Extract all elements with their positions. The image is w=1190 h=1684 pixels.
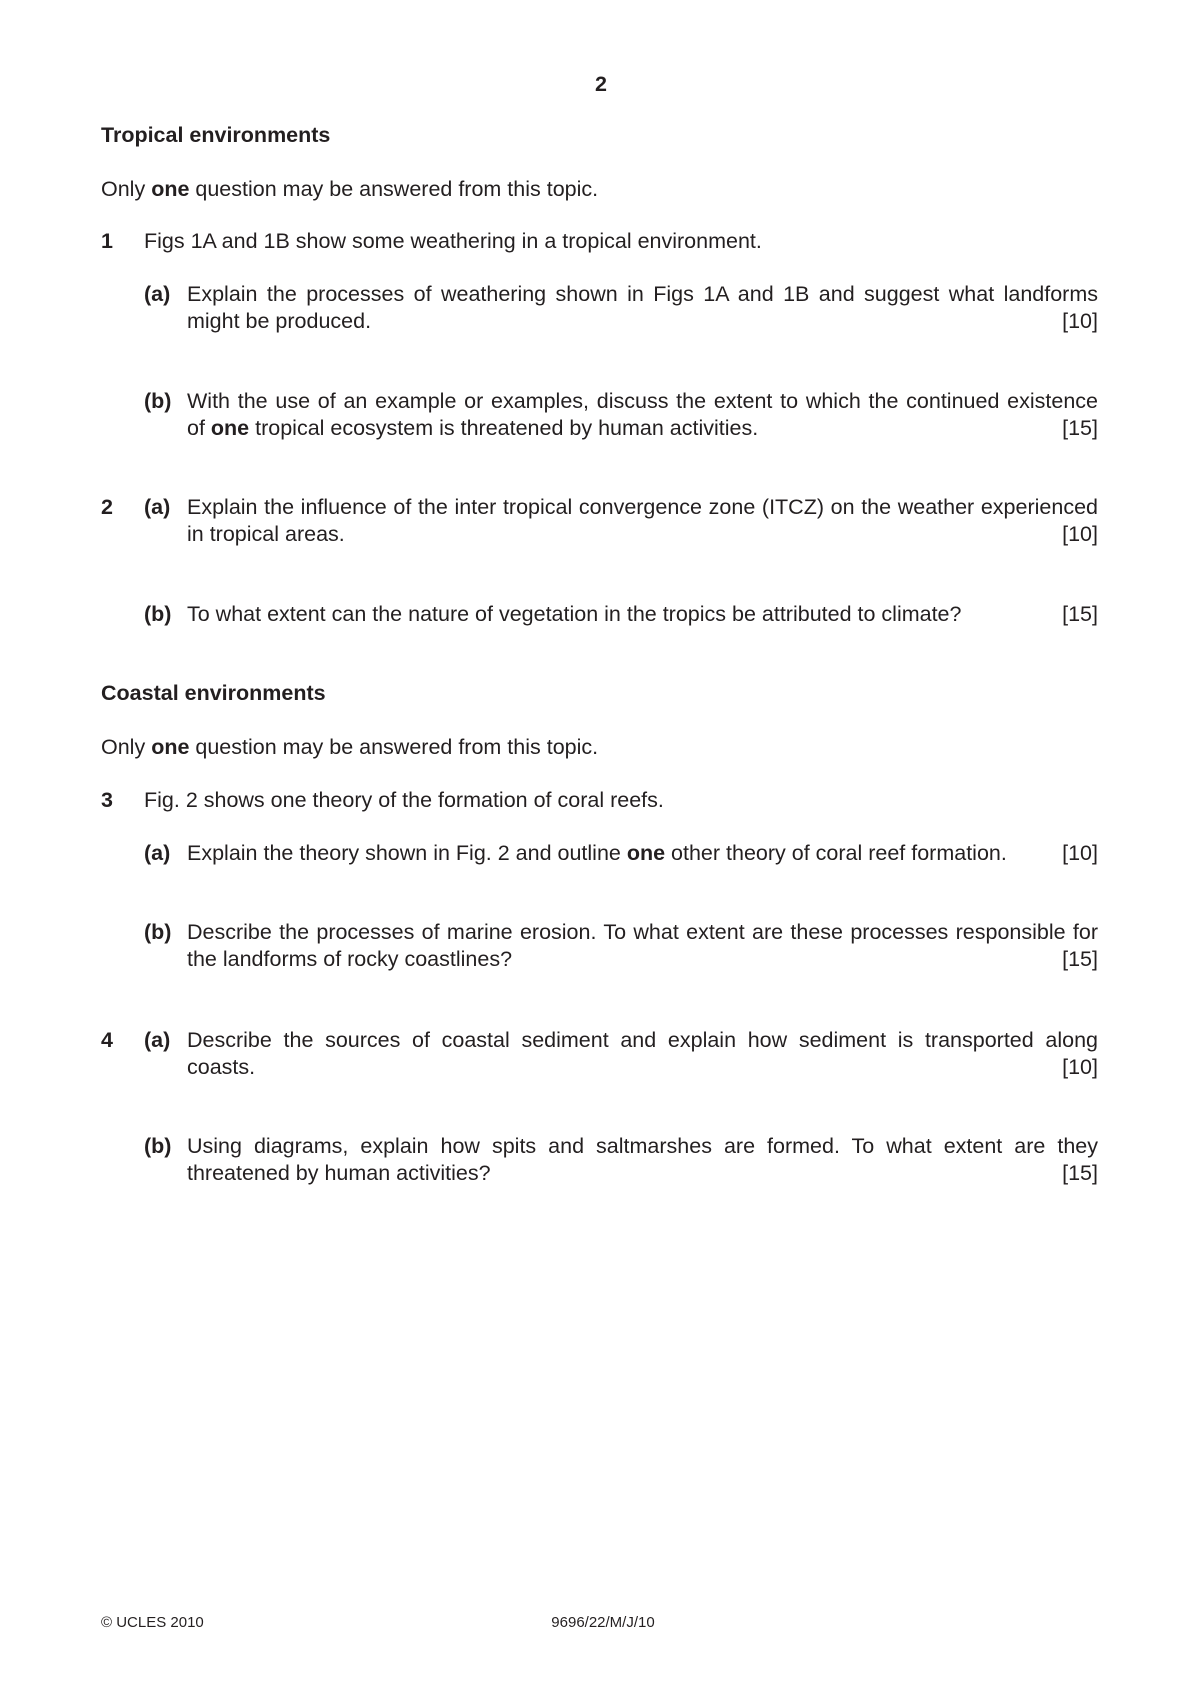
part-text-line: the landforms of rocky coastlines? xyxy=(187,947,513,971)
instruction-text: question may be answered from this topic. xyxy=(189,177,599,201)
part-text-emphasis: one xyxy=(626,841,666,865)
part-label: (b) xyxy=(144,920,172,944)
instruction-text: Only xyxy=(101,735,152,759)
section-heading-tropical: Tropical environments xyxy=(101,123,331,147)
marks-allocation: [10] xyxy=(1062,841,1098,865)
marks-allocation: [15] xyxy=(1062,602,1098,626)
marks-allocation: [15] xyxy=(1062,416,1098,440)
footer-paper-code: 9696/22/M/J/10 xyxy=(551,1614,655,1631)
part-text-line: Describe the processes of marine erosion. To what extent are these processes responsible for xyxy=(187,920,1098,944)
part-text-line: Explain the processes of weathering shown in Figs 1A and 1B and suggest what landforms xyxy=(187,282,1098,306)
marks-allocation: [15] xyxy=(1062,1161,1098,1185)
part-text-line: To what extent can the nature of vegetation in the tropics be attributed to climate? xyxy=(187,602,962,626)
question-stem: Figs 1A and 1B show some weathering in a tropical environment. xyxy=(144,229,762,253)
part-label: (b) xyxy=(144,602,172,626)
part-label: (b) xyxy=(144,389,172,413)
instruction-text: Only xyxy=(101,177,152,201)
part-label: (a) xyxy=(144,282,171,306)
part-label: (a) xyxy=(144,1028,171,1052)
part-text-line: in tropical areas. xyxy=(187,522,345,546)
part-text: Explain the theory shown in Fig. 2 and outline xyxy=(187,841,627,865)
part-text-line: coasts. xyxy=(187,1055,256,1079)
part-text: of xyxy=(187,416,211,440)
section-instruction-tropical xyxy=(101,176,598,203)
part-label: (a) xyxy=(144,495,171,519)
instruction-emphasis: one xyxy=(151,177,190,201)
part-text-line: Explain the influence of the inter tropical convergence zone (ITCZ) on the weather experienced xyxy=(187,495,1098,519)
instruction-text: question may be answered from this topic. xyxy=(189,735,599,759)
part-text-line: might be produced. xyxy=(187,309,372,333)
section-heading-coastal: Coastal environments xyxy=(101,681,326,705)
part-text-line: Describe the sources of coastal sediment and explain how sediment is transported along xyxy=(187,1028,1098,1052)
part-text: other theory of coral reef formation. xyxy=(665,841,1007,865)
question-number: 4 xyxy=(101,1028,113,1052)
part-text-line: threatened by human activities? xyxy=(187,1161,491,1185)
marks-allocation: [10] xyxy=(1062,1055,1098,1079)
marks-allocation: [10] xyxy=(1062,309,1098,333)
question-number: 1 xyxy=(101,229,113,253)
instruction-emphasis: one xyxy=(151,735,190,759)
question-stem: Fig. 2 shows one theory of the formation of coral reefs. xyxy=(144,788,664,812)
footer-copyright: © UCLES 2010 xyxy=(101,1614,204,1631)
part-text-emphasis: one xyxy=(210,416,250,440)
section-instruction-coastal xyxy=(101,734,598,761)
part-text-line xyxy=(187,840,1098,867)
part-text-line xyxy=(187,415,1098,442)
marks-allocation: [15] xyxy=(1062,947,1098,971)
page-number: 2 xyxy=(595,72,607,96)
part-text: tropical ecosystem is threatened by human activities. xyxy=(249,416,759,440)
part-label: (a) xyxy=(144,841,171,865)
part-label: (b) xyxy=(144,1134,172,1158)
part-text-line: Using diagrams, explain how spits and saltmarshes are formed. To what extent are they xyxy=(187,1134,1098,1158)
marks-allocation: [10] xyxy=(1062,522,1098,546)
part-text-line: With the use of an example or examples, discuss the extent to which the continued existence xyxy=(187,389,1098,413)
question-number: 2 xyxy=(101,495,113,519)
question-number: 3 xyxy=(101,788,113,812)
